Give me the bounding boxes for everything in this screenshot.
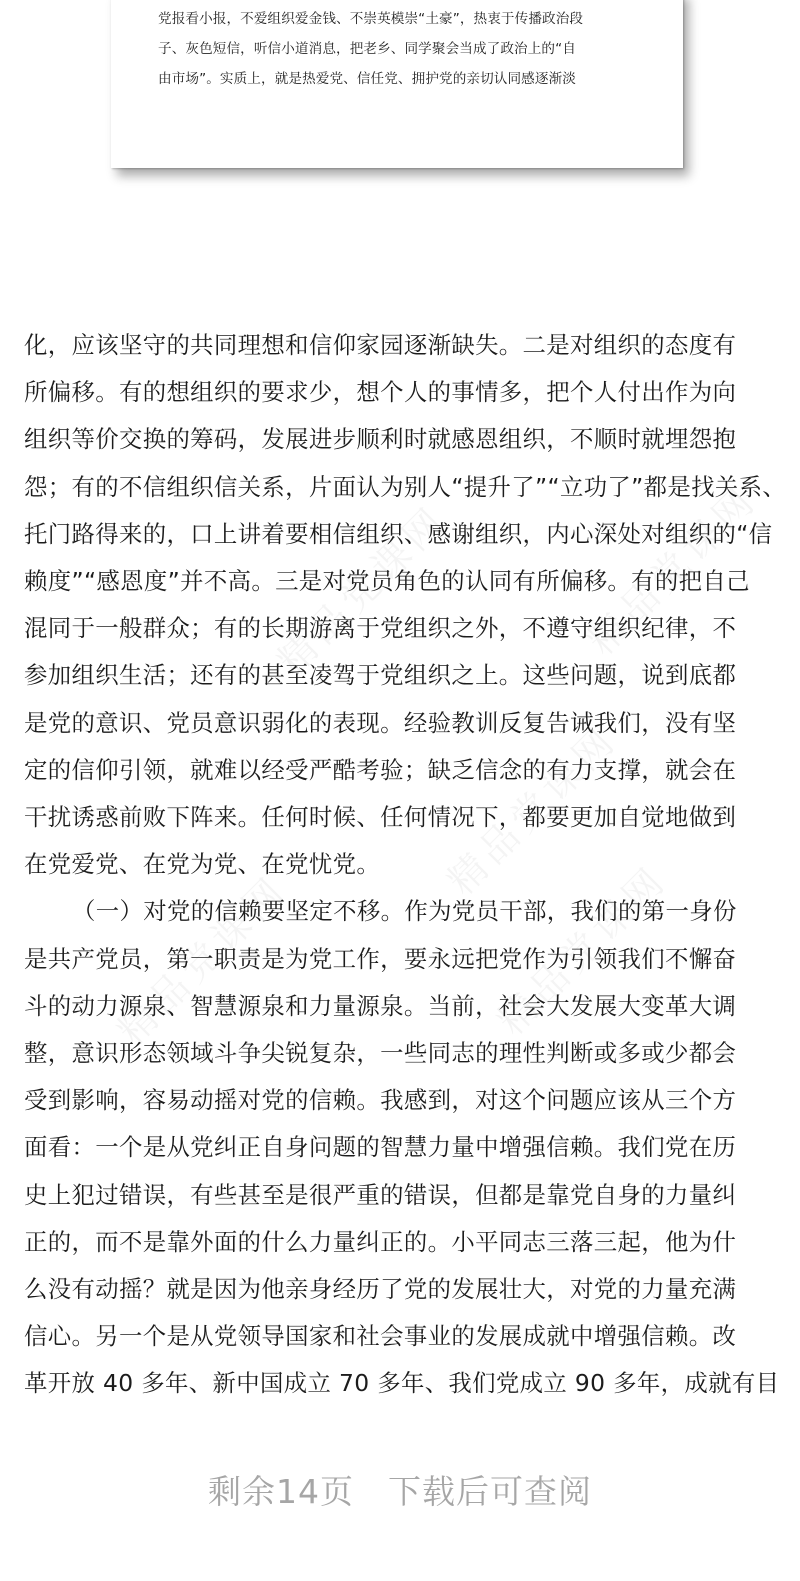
body-line: 托门路得来的，口上讲着要相信组织、感谢组织，内心深处对组织的“信 bbox=[24, 519, 773, 548]
body-line: 革开放 40 多年、新中国成立 70 多年、我们党成立 90 多年，成就有目 bbox=[24, 1369, 780, 1398]
body-line: 面看：一个是从党纠正自身问题的智慧力量中增强信赖。我们党在历 bbox=[24, 1133, 737, 1162]
body-line: 是共产党员，第一职责是为党工作，要永远把党作为引领我们不懈奋 bbox=[24, 944, 737, 973]
body-line: 怨；有的不信组织信关系，片面认为别人“提升了”“立功了”都是找关系、 bbox=[24, 472, 787, 501]
preview-line: 党报看小报，不爱组织爱金钱、不崇英模崇“土豪”，热衷于传播政治段 bbox=[158, 11, 584, 27]
download-to-view-link[interactable]: 下载后可查阅 bbox=[388, 1472, 592, 1511]
body-line: 化，应该坚守的共同理想和信仰家园逐渐缺失。二是对组织的态度有 bbox=[24, 331, 737, 359]
document-body bbox=[24, 322, 787, 1408]
preview-line: 由市场”。实质上，就是热爱党、信任党、拥护党的亲切认同感逐渐淡 bbox=[158, 71, 576, 87]
body-line: 在党爱党、在党为党、在党忧党。 bbox=[24, 850, 381, 879]
preview-card-text bbox=[158, 4, 648, 94]
body-line: 赖度”“感恩度”并不高。三是对党员角色的认同有所偏移。有的把自己 bbox=[24, 567, 750, 596]
body-line: 正的，而不是靠外面的什么力量纠正的。小平同志三落三起，他为什 bbox=[24, 1227, 737, 1256]
body-line: 定的信仰引领，就难以经受严酷考验；缺乏信念的有力支撑，就会在 bbox=[24, 755, 737, 784]
body-line: 受到影响，容易动摇对党的信赖。我感到，对这个问题应该从三个方 bbox=[24, 1086, 737, 1115]
preview-line: 子、灰色短信，听信小道消息，把老乡、同学聚会当成了政治上的“自 bbox=[158, 41, 576, 57]
body-line: 组织等价交换的筹码，发展进步顺利时就感恩组织，不顺时就埋怨抱 bbox=[24, 425, 737, 454]
remaining-pages-banner[interactable] bbox=[0, 1466, 800, 1513]
body-line: 混同于一般群众；有的长期游离于党组织之外，不遵守组织纪律，不 bbox=[24, 614, 737, 643]
remaining-pages-count: 剩余14页 bbox=[208, 1472, 354, 1511]
body-line: 干扰诱惑前败下阵来。任何时候、任何情况下，都要更加自觉地做到 bbox=[24, 803, 737, 832]
section-heading-line: （一）对党的信赖要坚定不移。作为党员干部，我们的第一身份 bbox=[72, 897, 737, 926]
body-line: 是党的意识、党员意识弱化的表现。经验教训反复告诫我们，没有坚 bbox=[24, 708, 737, 737]
body-line: 斗的动力源泉、智慧源泉和力量源泉。当前，社会大发展大变革大调 bbox=[24, 991, 737, 1020]
body-line: 么没有动摇？就是因为他亲身经历了党的发展壮大，对党的力量充满 bbox=[24, 1275, 737, 1304]
body-line: 整，意识形态领域斗争尖锐复杂，一些同志的理性判断或多或少都会 bbox=[24, 1039, 737, 1068]
body-line: 史上犯过错误，有些甚至是很严重的错误，但都是靠党自身的力量纠 bbox=[24, 1180, 737, 1209]
body-line: 所偏移。有的想组织的要求少，想个人的事情多，把个人付出作为向 bbox=[24, 378, 737, 407]
previous-page-preview-card bbox=[111, 0, 683, 168]
body-line: 参加组织生活；还有的甚至凌驾于党组织之上。这些问题，说到底都 bbox=[24, 661, 737, 690]
body-line: 信心。另一个是从党领导国家和社会事业的发展成就中增强信赖。改 bbox=[24, 1322, 737, 1351]
